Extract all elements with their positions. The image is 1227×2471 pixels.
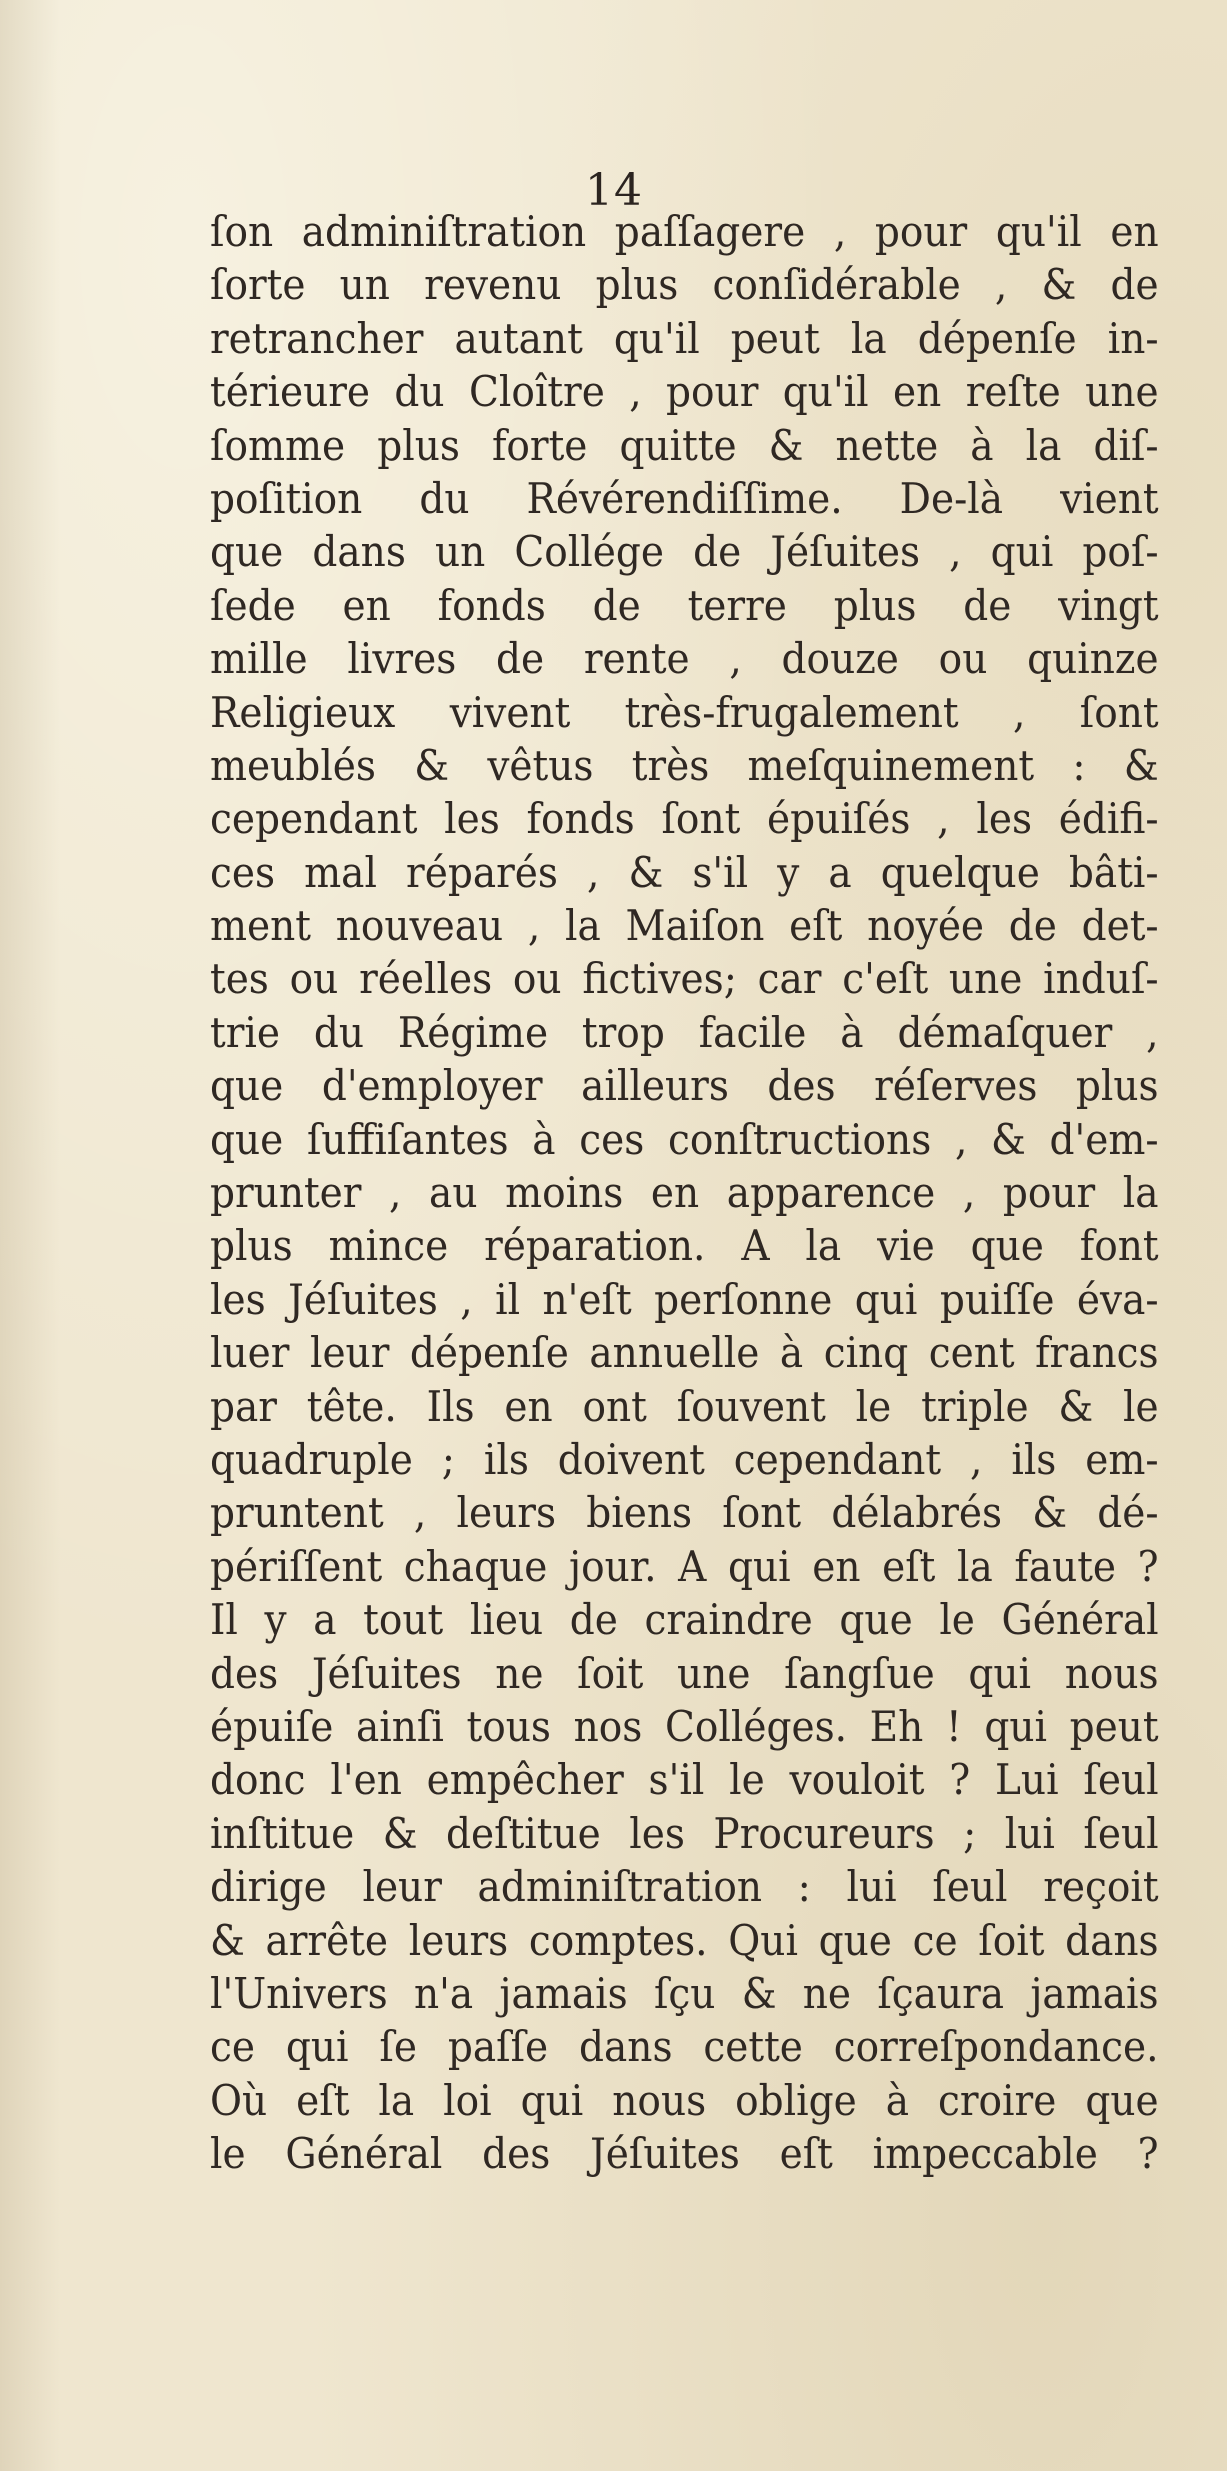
text-line: retrancher autant qu'il peut la dépenſe in-: [210, 313, 1159, 363]
text-line: ment nouveau , la Maiſon eſt noyée de det-: [210, 901, 1159, 951]
text-line: Religieux vivent très-frugalement , ſont: [210, 687, 1159, 737]
text-line: donc l'en empêcher s'il le vouloit ? Lui ſeul: [210, 1755, 1159, 1805]
text-line: ſon adminiſtration paſſagere , pour qu'il en: [210, 207, 1159, 256]
text-line: poſition du Révérendiſſime. De-là vient: [210, 473, 1159, 523]
text-line: tes ou réelles ou fictives; car c'eſt une induſ-: [210, 954, 1159, 1004]
text-line: cependant les fonds ſont épuiſés , les édifi-: [210, 794, 1159, 844]
text-line: luer leur dépenſe annuelle à cinq cent francs: [210, 1328, 1159, 1378]
text-line: ſede en fonds de terre plus de vingt: [210, 580, 1159, 630]
text-line: les Jéſuites , il n'eſt perſonne qui puiſſe éva-: [210, 1274, 1159, 1324]
text-line: que dans un Collége de Jéſuites , qui poſ-: [210, 527, 1159, 577]
text-line: inſtitue & deſtitue les Procureurs ; lui ſeul: [210, 1808, 1159, 1858]
text-line: épuiſe ainſi tous nos Colléges. Eh ! qui peut: [210, 1701, 1159, 1751]
text-line: prunter , au moins en apparence , pour la: [210, 1168, 1159, 1218]
text-line: Il y a tout lieu de craindre que le Général: [210, 1595, 1159, 1645]
text-line: ſorte un revenu plus conſidérable , & de: [210, 260, 1159, 310]
page-number: 14: [585, 165, 643, 216]
text-line: ces mal réparés , & s'il y a quelque bâti-: [210, 847, 1159, 897]
text-line: que ſuffiſantes à ces conſtructions , & d'em-: [210, 1114, 1159, 1164]
text-line: plus mince réparation. A la vie que font: [210, 1221, 1159, 1271]
text-line: & arrête leurs comptes. Qui que ce ſoit dans: [210, 1915, 1159, 1965]
text-line: ce qui ſe paſſe dans cette correſpondance.: [210, 2022, 1159, 2072]
text-line: trie du Régime trop facile à démaſquer ,: [210, 1007, 1159, 1057]
text-line: que d'employer ailleurs des réſerves plus: [210, 1061, 1159, 1111]
text-line: pruntent , leurs biens ſont délabrés & dé-: [210, 1488, 1159, 1538]
page-fold-shadow: [0, 0, 60, 2471]
text-line: ſomme plus forte quitte & nette à la diſ-: [210, 420, 1159, 470]
text-line: périſſent chaque jour. A qui en eſt la faute ?: [210, 1541, 1159, 1591]
text-line: térieure du Cloître , pour qu'il en reſte une: [210, 367, 1159, 417]
text-line: Où eſt la loi qui nous oblige à croire que: [210, 2075, 1159, 2125]
text-line: mille livres de rente , douze ou quinze: [210, 634, 1159, 684]
text-line: des Jéſuites ne ſoit une ſangſue qui nous: [210, 1648, 1159, 1698]
text-line: par tête. Ils en ont ſouvent le triple & le: [210, 1381, 1159, 1431]
text-line: dirige leur adminiſtration : lui ſeul reçoit: [210, 1862, 1159, 1912]
text-line: meublés & vêtus très meſquinement : &: [210, 740, 1159, 790]
body-text: [210, 205, 1160, 2180]
text-line: quadruple ; ils doivent cependant , ils em-: [210, 1434, 1159, 1484]
text-line: l'Univers n'a jamais ſçu & ne ſçaura jamais: [210, 1968, 1159, 2018]
text-line: le Général des Jéſuites eſt impeccable ?: [210, 2129, 1159, 2179]
